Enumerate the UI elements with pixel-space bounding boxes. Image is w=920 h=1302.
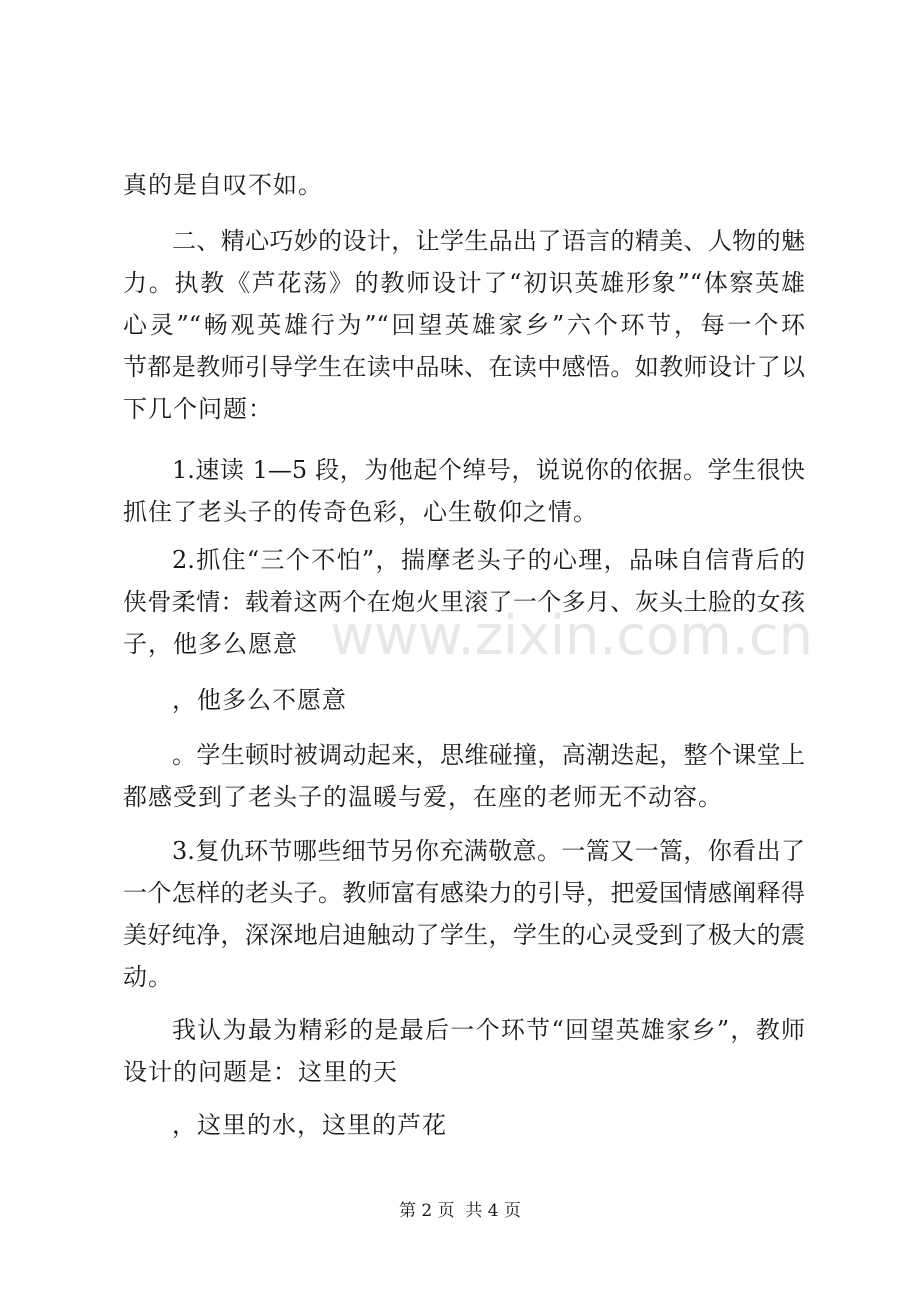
text-line: 节都是教师引导学生在读中品味、在读中感悟。如教师设计了以 — [123, 353, 805, 381]
text-line: ，这里的水，这里的芦花 — [172, 1111, 447, 1139]
text-line: 力。执教《芦花荡》的教师设计了“初识英雄形象”“体察英雄 — [123, 269, 805, 297]
text-line: 美好纯净，深深地启迪触动了学生，学生的心灵受到了极大的震 — [123, 921, 805, 949]
text-line: 动。 — [123, 963, 173, 991]
text-line: 真的是自叹不如。 — [123, 171, 323, 199]
text-line: 一个怎样的老头子。教师富有感染力的引导，把爱国情感阐释得 — [123, 879, 805, 907]
text-line: 都感受到了老头子的温暖与爱，在座的老师无不动容。 — [123, 783, 723, 811]
text-line: 心灵”“畅观英雄行为”“回望英雄家乡”六个环节，每一个环 — [123, 311, 805, 339]
text-line: 设计的问题是：这里的天 — [123, 1058, 398, 1086]
text-line: 子，他多么愿意 — [123, 630, 298, 658]
text-line: 3.复仇环节哪些细节另你充满敬意。一篙又一篙，你看出了 — [172, 837, 805, 865]
text-line: 我认为最为精彩的是最后一个环节“回望英雄家乡”，教师 — [172, 1016, 805, 1044]
text-line: 2.抓住“三个不怕”，揣摩老头子的心理，品味自信背后的 — [172, 546, 805, 574]
text-line: 。学生顿时被调动起来，思维碰撞，高潮迭起，整个课堂上 — [172, 741, 805, 769]
page-footer: 第 2 页 共 4 页 — [398, 1201, 522, 1221]
text-line: 侠骨柔情：载着这两个在炮火里滚了一个多月、灰头土脸的女孩 — [123, 588, 805, 616]
text-line: 下几个问题： — [123, 395, 273, 423]
text-line: 1.速读 1—5 段，为他起个绰号，说说你的依据。学生很快 — [172, 456, 805, 484]
text-line: 抓住了老头子的传奇色彩，心生敬仰之情。 — [123, 498, 598, 526]
text-line: ，他多么不愿意 — [172, 686, 347, 714]
watermark: www.zixin.com.cn — [330, 604, 813, 667]
text-line: 二、精心巧妙的设计，让学生品出了语言的精美、人物的魅 — [172, 227, 805, 255]
